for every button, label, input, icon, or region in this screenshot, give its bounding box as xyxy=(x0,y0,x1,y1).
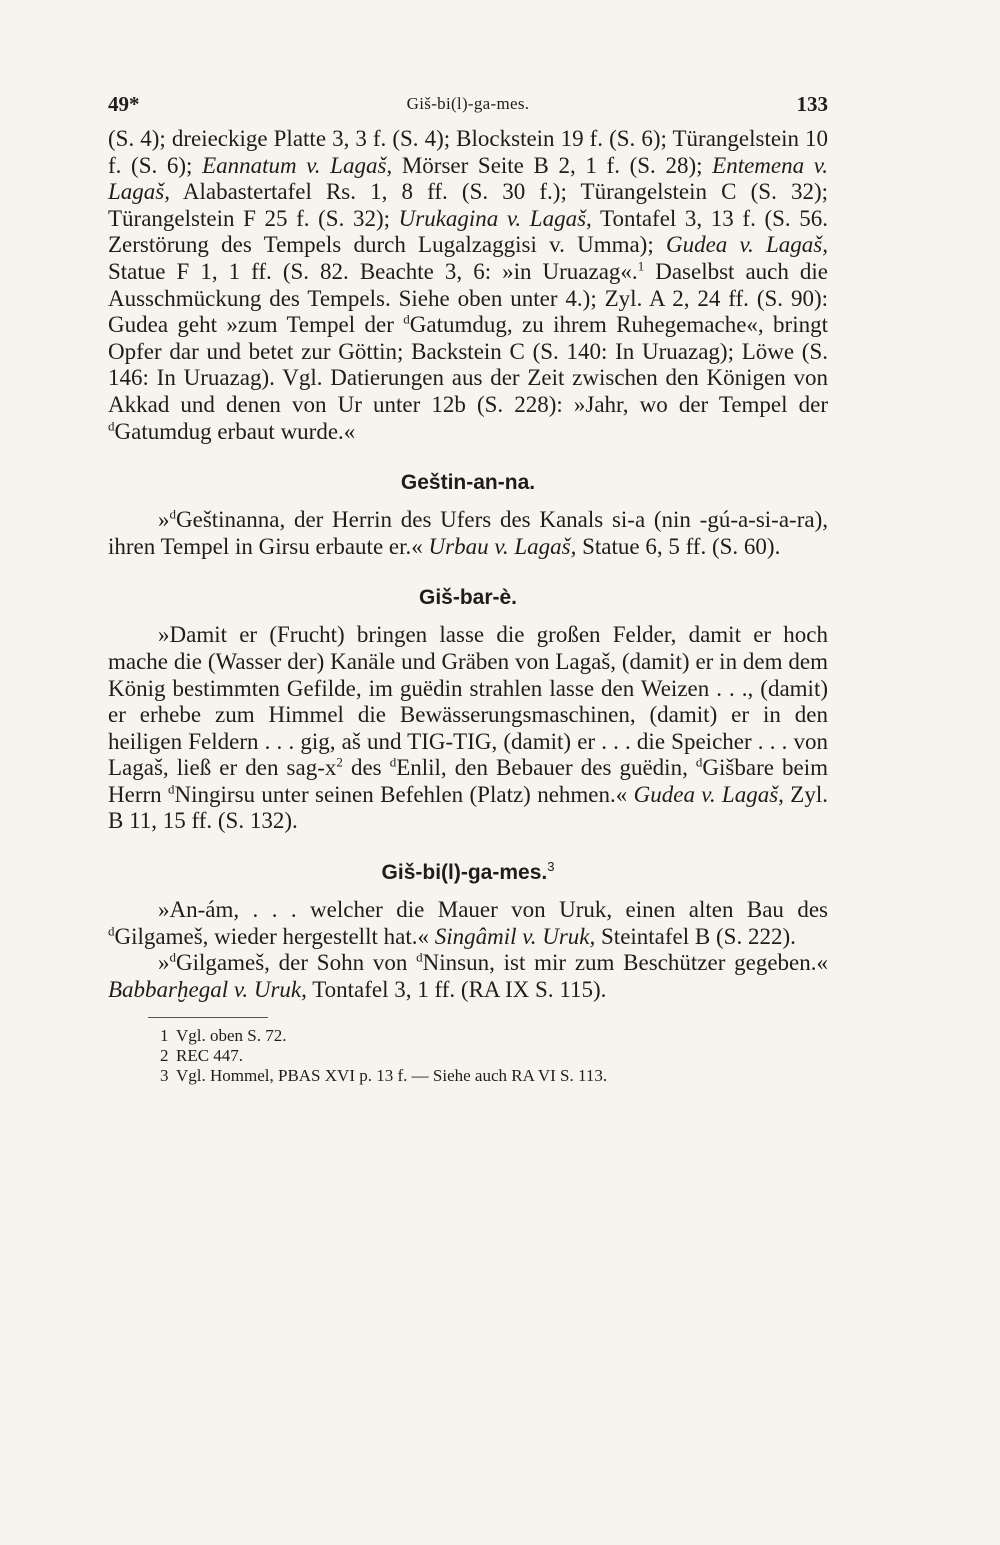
footnote-ref: 2 xyxy=(336,754,343,770)
intro-paragraph: (S. 4); dreieckige Platte 3, 3 f. (S. 4); Blockstein 19 f. (S. 6); Türangelstein 10 f. (S. 6); Eannatum v. Lagaš, Mörser Seite B 2, 1 f. (S. 28); Entemena v. Lagaš, Alabastertafel Rs. 1, 8 ff. (S. 30 f.); Türangelstein C (S. 32); Türangelstein F 25 f. (S. 32); Urukagina v. Lagaš, Tontafel 3, 13 f. (S. 56. Zerstörung des Tempels durch Lugalzaggisi v. Umma); Gudea v. Lagaš, Statue F 1, 1 ff. (S. 82. Beachte 3, 6: »in Uruazag«.$^1$ Daselbst auch die Ausschmückung des Tempels. Siehe oben unter 4.); Zyl. A 2, 24 ff. (S. 90): Gudea geht »zum Tempel der $^d$Gatumdug, zu ihrem Ruhegemache«, bringt Opfer dar und betet zur Göttin; Backstein C (S. 140: In Uruazag); Löwe (S. 146: In Uruazag). Vgl. Datierungen aus der Zeit zwischen den Königen von Akkad und denen von Ur unter 12b (S. 228): »Jahr, wo der Tempel der $^d$Gatumdug erbaut wurde.« xyxy=(108,126,829,444)
footnote: 2 REC 447. xyxy=(160,1046,244,1066)
section-paragraph-gilgames-1: »An-ám, . . . welcher die Mauer von Uruk, einen alten Bau des $^d$Gilgameš, wieder hergestellt hat.« Singâmil v. Uruk, Steintafel B (S. 222). xyxy=(108,897,828,949)
section-paragraph-gisbare: »Damit er (Frucht) bringen lasse die großen Felder, damit er hoch mache die (Wasser der) Kanäle und Gräben von Lagaš, (damit) er in dem dem König bestimmten Gefilde, im guëdin strahlen lasse den Weizen . . ., (damit) er erhebe zum Himmel die Bewässerungsmaschinen, (damit) er in den heiligen Feldern . . . gig, aš und TIG-TIG, (damit) er . . . die Speicher . . . von Lagaš, ließ er den sag-$x^2$ des $^d$Enlil, den Bebauer des guëdin, $^d$Gišbare beim Herrn $^d$Ningirsu unter seinen Befehlen (Platz) nehmen.« Gudea v. Lagaš, Zyl. B 11, 15 ff. (S. 132). xyxy=(108,622,828,834)
running-title: Giš-bi(l)-ga-mes. xyxy=(406,94,530,113)
section-heading-gisbare: Giš-bar-è. xyxy=(418,586,518,610)
page-number: 133 xyxy=(796,92,828,116)
section-heading-gilgames: Giš-bi(l)-ga-mes.$^3$ xyxy=(381,859,555,885)
footnote: 3 Vgl. Hommel, PBAS XVI p. 13 f. — Siehe auch RA VI S. 113. xyxy=(160,1066,608,1086)
footnote-ref: 1 xyxy=(637,258,645,274)
footnotes xyxy=(160,1026,828,1086)
footnote-divider xyxy=(148,1017,268,1018)
running-head xyxy=(108,92,828,126)
page-label: 49* xyxy=(108,92,140,116)
footnote-ref: 3 xyxy=(547,859,555,875)
page xyxy=(108,92,828,1086)
section-heading-gestinanna: Geštin-an-na. xyxy=(400,471,536,495)
section-paragraph-gestinanna: »$^d$Geštinanna, der Herrin des Ufers des Kanals si-a (nin -gú-a-si-a-ra), ihren Tempel in Girsu erbaute er.« Urbau v. Lagaš, Statue 6, 5 ff. (S. 60). xyxy=(108,506,828,559)
footnote: 1 Vgl. oben S. 72. xyxy=(160,1026,287,1046)
section-paragraph-gilgames-2: »$^d$Gilgameš, der Sohn von $^d$Ninsun, ist mir zum Beschützer gegeben.« Babbarḫegal v. Uruk, Tontafel 3, 1 ff. (RA IX S. 115). xyxy=(108,949,828,1002)
